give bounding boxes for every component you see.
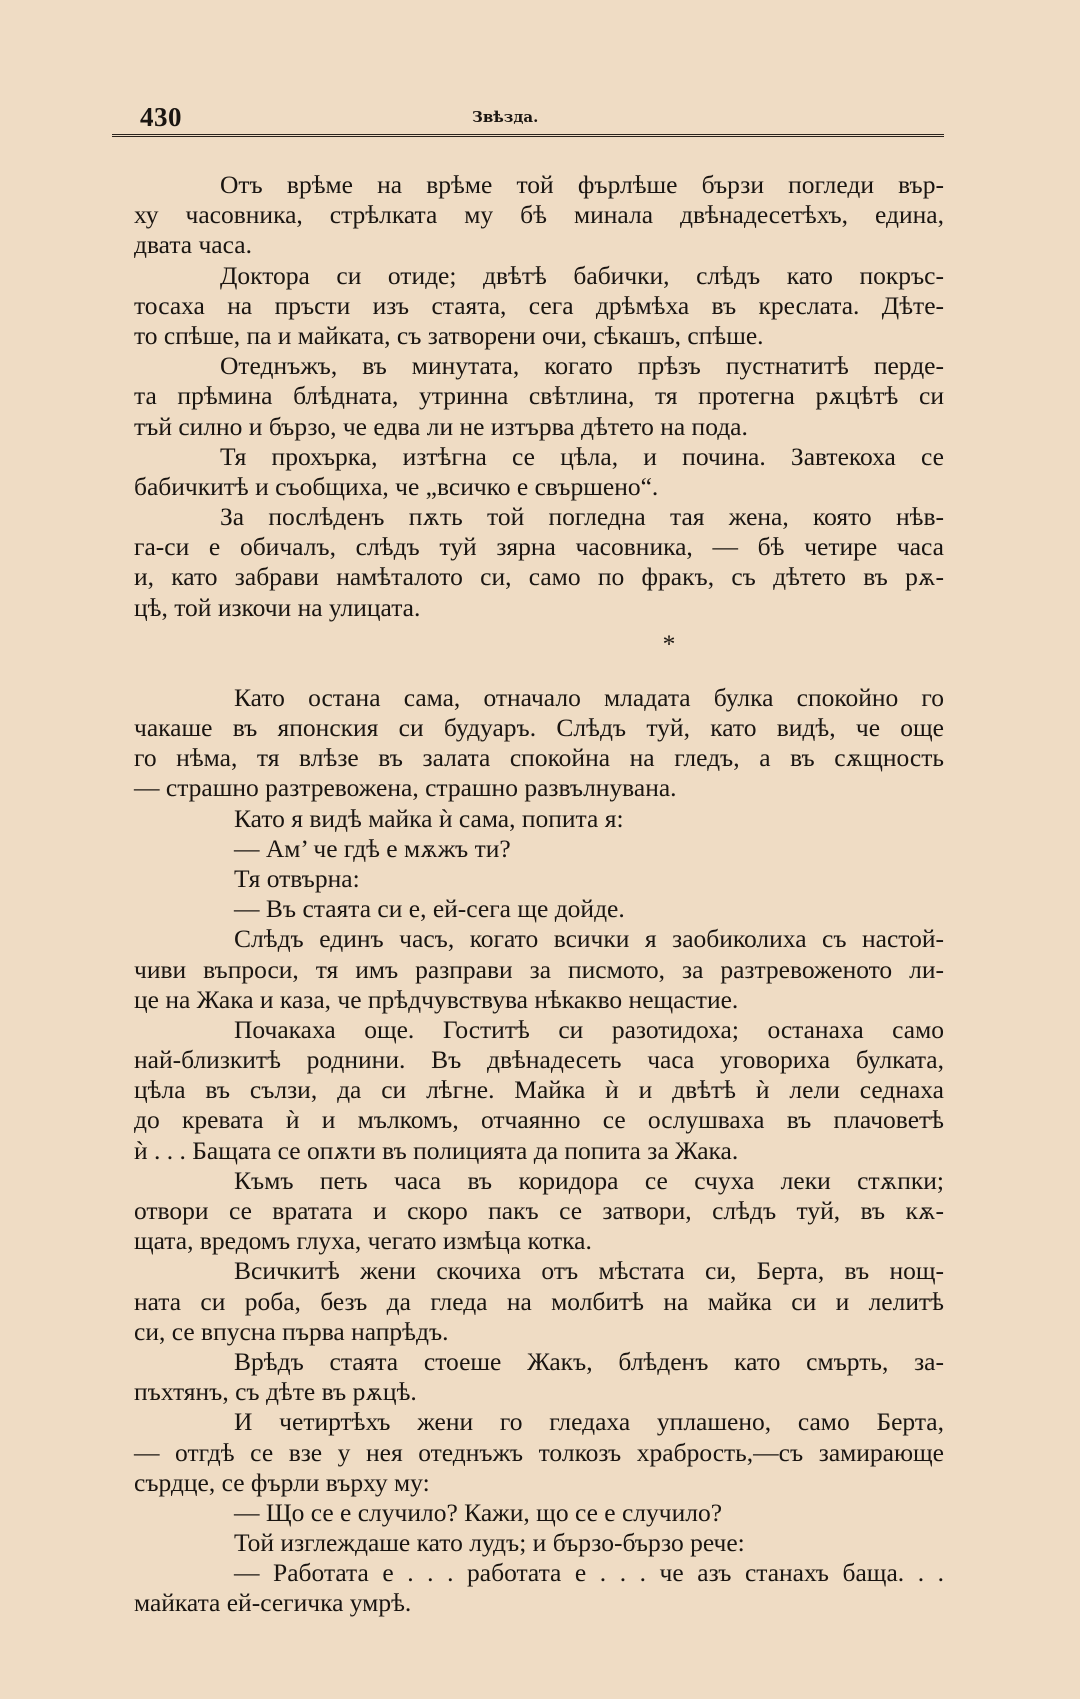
paragraph xyxy=(134,502,944,623)
text-line: ху часовника, стрѣлката му бѣ минала двѣнадесетѣхъ, едина, xyxy=(134,200,944,230)
paragraph xyxy=(134,1528,944,1558)
text-line: цѣла въ сълзи, да си лѣгне. Майка ѝ и двѣтѣ ѝ лели седнаха xyxy=(134,1075,944,1105)
page-number: 430 xyxy=(140,102,182,132)
text-line: Като я видѣ майка ѝ сама, попита я: xyxy=(234,803,624,833)
paragraph xyxy=(134,1015,944,1166)
paragraph xyxy=(134,864,944,894)
text-line: най-близкитѣ роднини. Въ двѣнадесеть часа уговориха булката, xyxy=(134,1045,944,1075)
text-line: Той изглеждаше като лудъ; и бързо-бързо рече: xyxy=(234,1528,745,1558)
text-line: цѣ, той изкочи на улицата. xyxy=(134,592,421,622)
text-line: За послѣденъ пѫть той погледна тая жена, която нѣв- xyxy=(220,502,944,532)
text-line: майката ей-сегичка умрѣ. xyxy=(134,1588,412,1618)
header-rule xyxy=(112,134,944,140)
text-line: — Ам’ че гдѣ е мѫжъ ти? xyxy=(234,833,511,863)
text-line: Къмъ петь часа въ коридора се счуха леки стѫпки; xyxy=(234,1165,944,1195)
body-text xyxy=(134,170,944,1619)
text-line: щата, вредомъ глуха, чегато измѣца котка. xyxy=(134,1226,592,1256)
text-line: Доктора си отиде; двѣтѣ бабички, слѣдъ като покръс- xyxy=(220,260,944,290)
text-line: И четиртѣхъ жени го гледаха уплашено, само Берта, xyxy=(234,1407,944,1437)
paragraph xyxy=(134,894,944,924)
text-line: сърдце, се фърли върху му: xyxy=(134,1467,430,1497)
text-line: Почакаха още. Гоститѣ си разотидоха; останаха само xyxy=(234,1014,944,1044)
text-line: бабичкитѣ и съобщиха, че „всичко е свършено“. xyxy=(134,471,659,501)
text-line: до кревата ѝ и мълкомъ, отчаянно се ослушваха въ плачоветѣ xyxy=(134,1105,944,1135)
paragraph xyxy=(134,1558,944,1618)
text-line: си, се впусна първа напрѣдъ. xyxy=(134,1316,449,1346)
text-line: Всичкитѣ жени скочиха отъ мѣстата си, Берта, въ нощ- xyxy=(234,1256,944,1286)
text-line: двата часа. xyxy=(134,230,252,260)
text-line: Тя отвърна: xyxy=(234,863,360,893)
text-line: Отеднъжъ, въ минутата, когато прѣзъ пустнатитѣ перде- xyxy=(220,351,944,381)
text-line: отвори се вратата и скоро пакъ се затвори, слѣдъ туй, въ кѫ- xyxy=(134,1196,944,1225)
paragraph xyxy=(134,442,944,502)
text-line: — Работата е . . . работата е . . . че азъ станахъ баща. . . xyxy=(234,1558,944,1588)
text-line: — отгдѣ се взе у нея отеднъжъ толкозъ храбрость,—съ замирающе xyxy=(134,1437,944,1467)
text-line: Слѣдъ единъ часъ, когато всички я заобиколиха съ настой- xyxy=(234,924,944,954)
paragraph xyxy=(134,1347,944,1407)
paragraph xyxy=(134,1256,944,1347)
running-title: Звѣзда. xyxy=(472,108,539,126)
paragraph xyxy=(134,683,944,804)
text-line: — страшно разтревожена, страшно развълнувана. xyxy=(134,773,677,803)
text-line: Отъ врѣме на врѣме той фърлѣше бързи погледи вър- xyxy=(220,170,944,199)
text-line: га-си е обичалъ, слѣдъ туй зярна часовника, — бѣ четире часа xyxy=(134,532,944,562)
text-line: та прѣмина блѣдната, утринна свѣтлина, тя протегна рѫцѣтѣ си xyxy=(134,381,944,411)
text-line: тъй силно и бързо, че едва ли не изтърва дѣтето на пода. xyxy=(134,411,748,441)
text-line: Като остана сама, отначало младата булка спокойно го xyxy=(234,682,944,712)
text-line: Тя прохърка, изтѣгна се цѣла, и почина. Завтекоха се xyxy=(220,441,944,471)
text-line: Врѣдъ стаята стоеше Жакъ, блѣденъ като смърть, за- xyxy=(234,1346,944,1376)
paragraph xyxy=(134,261,944,352)
section-separator: * xyxy=(662,628,676,658)
text-line: ната си роба, безъ да гледа на молбитѣ на майка си и лелитѣ xyxy=(134,1286,944,1316)
paragraph xyxy=(134,1166,944,1257)
text-line: це на Жака и каза, че прѣдчувствува нѣкакво нещастие. xyxy=(134,984,739,1014)
paragraph xyxy=(134,1498,944,1528)
text-line: — Въ стаята си е, ей-сега ще дойде. xyxy=(234,894,625,924)
page-header xyxy=(112,98,944,142)
paragraph xyxy=(134,351,944,442)
paragraph xyxy=(134,924,944,1015)
text-line: — Що се е случило? Кажи, що се е случило? xyxy=(234,1497,723,1527)
paragraph xyxy=(134,170,944,261)
paragraph xyxy=(134,1407,944,1498)
paragraph xyxy=(134,804,944,834)
text-line: го нѣма, тя влѣзе въ залата спокойна на гледъ, а въ сѫщность xyxy=(134,743,944,773)
text-line: ѝ . . . Бащата се опѫти въ полицията да попита за Жака. xyxy=(134,1135,739,1165)
text-line: и, като забрави намѣталото си, само по фракъ, съ дѣтето въ рѫ- xyxy=(134,562,944,592)
text-line: тосаха на пръсти изъ стаята, сега дрѣмѣха въ креслата. Дѣте- xyxy=(134,290,944,320)
text-line: пъхтянъ, съ дѣте въ рѫцѣ. xyxy=(134,1377,417,1407)
text-line: то спѣше, па и майката, съ затворени очи, сѣкашъ, спѣше. xyxy=(134,320,764,350)
paragraph xyxy=(134,834,944,864)
text-line: чиви въпроси, тя имъ разправи за писмото, за разтревоженото ли- xyxy=(134,954,944,984)
text-line: чакаше въ японския си будуаръ. Слѣдъ туй, като видѣ, че още xyxy=(134,713,944,742)
